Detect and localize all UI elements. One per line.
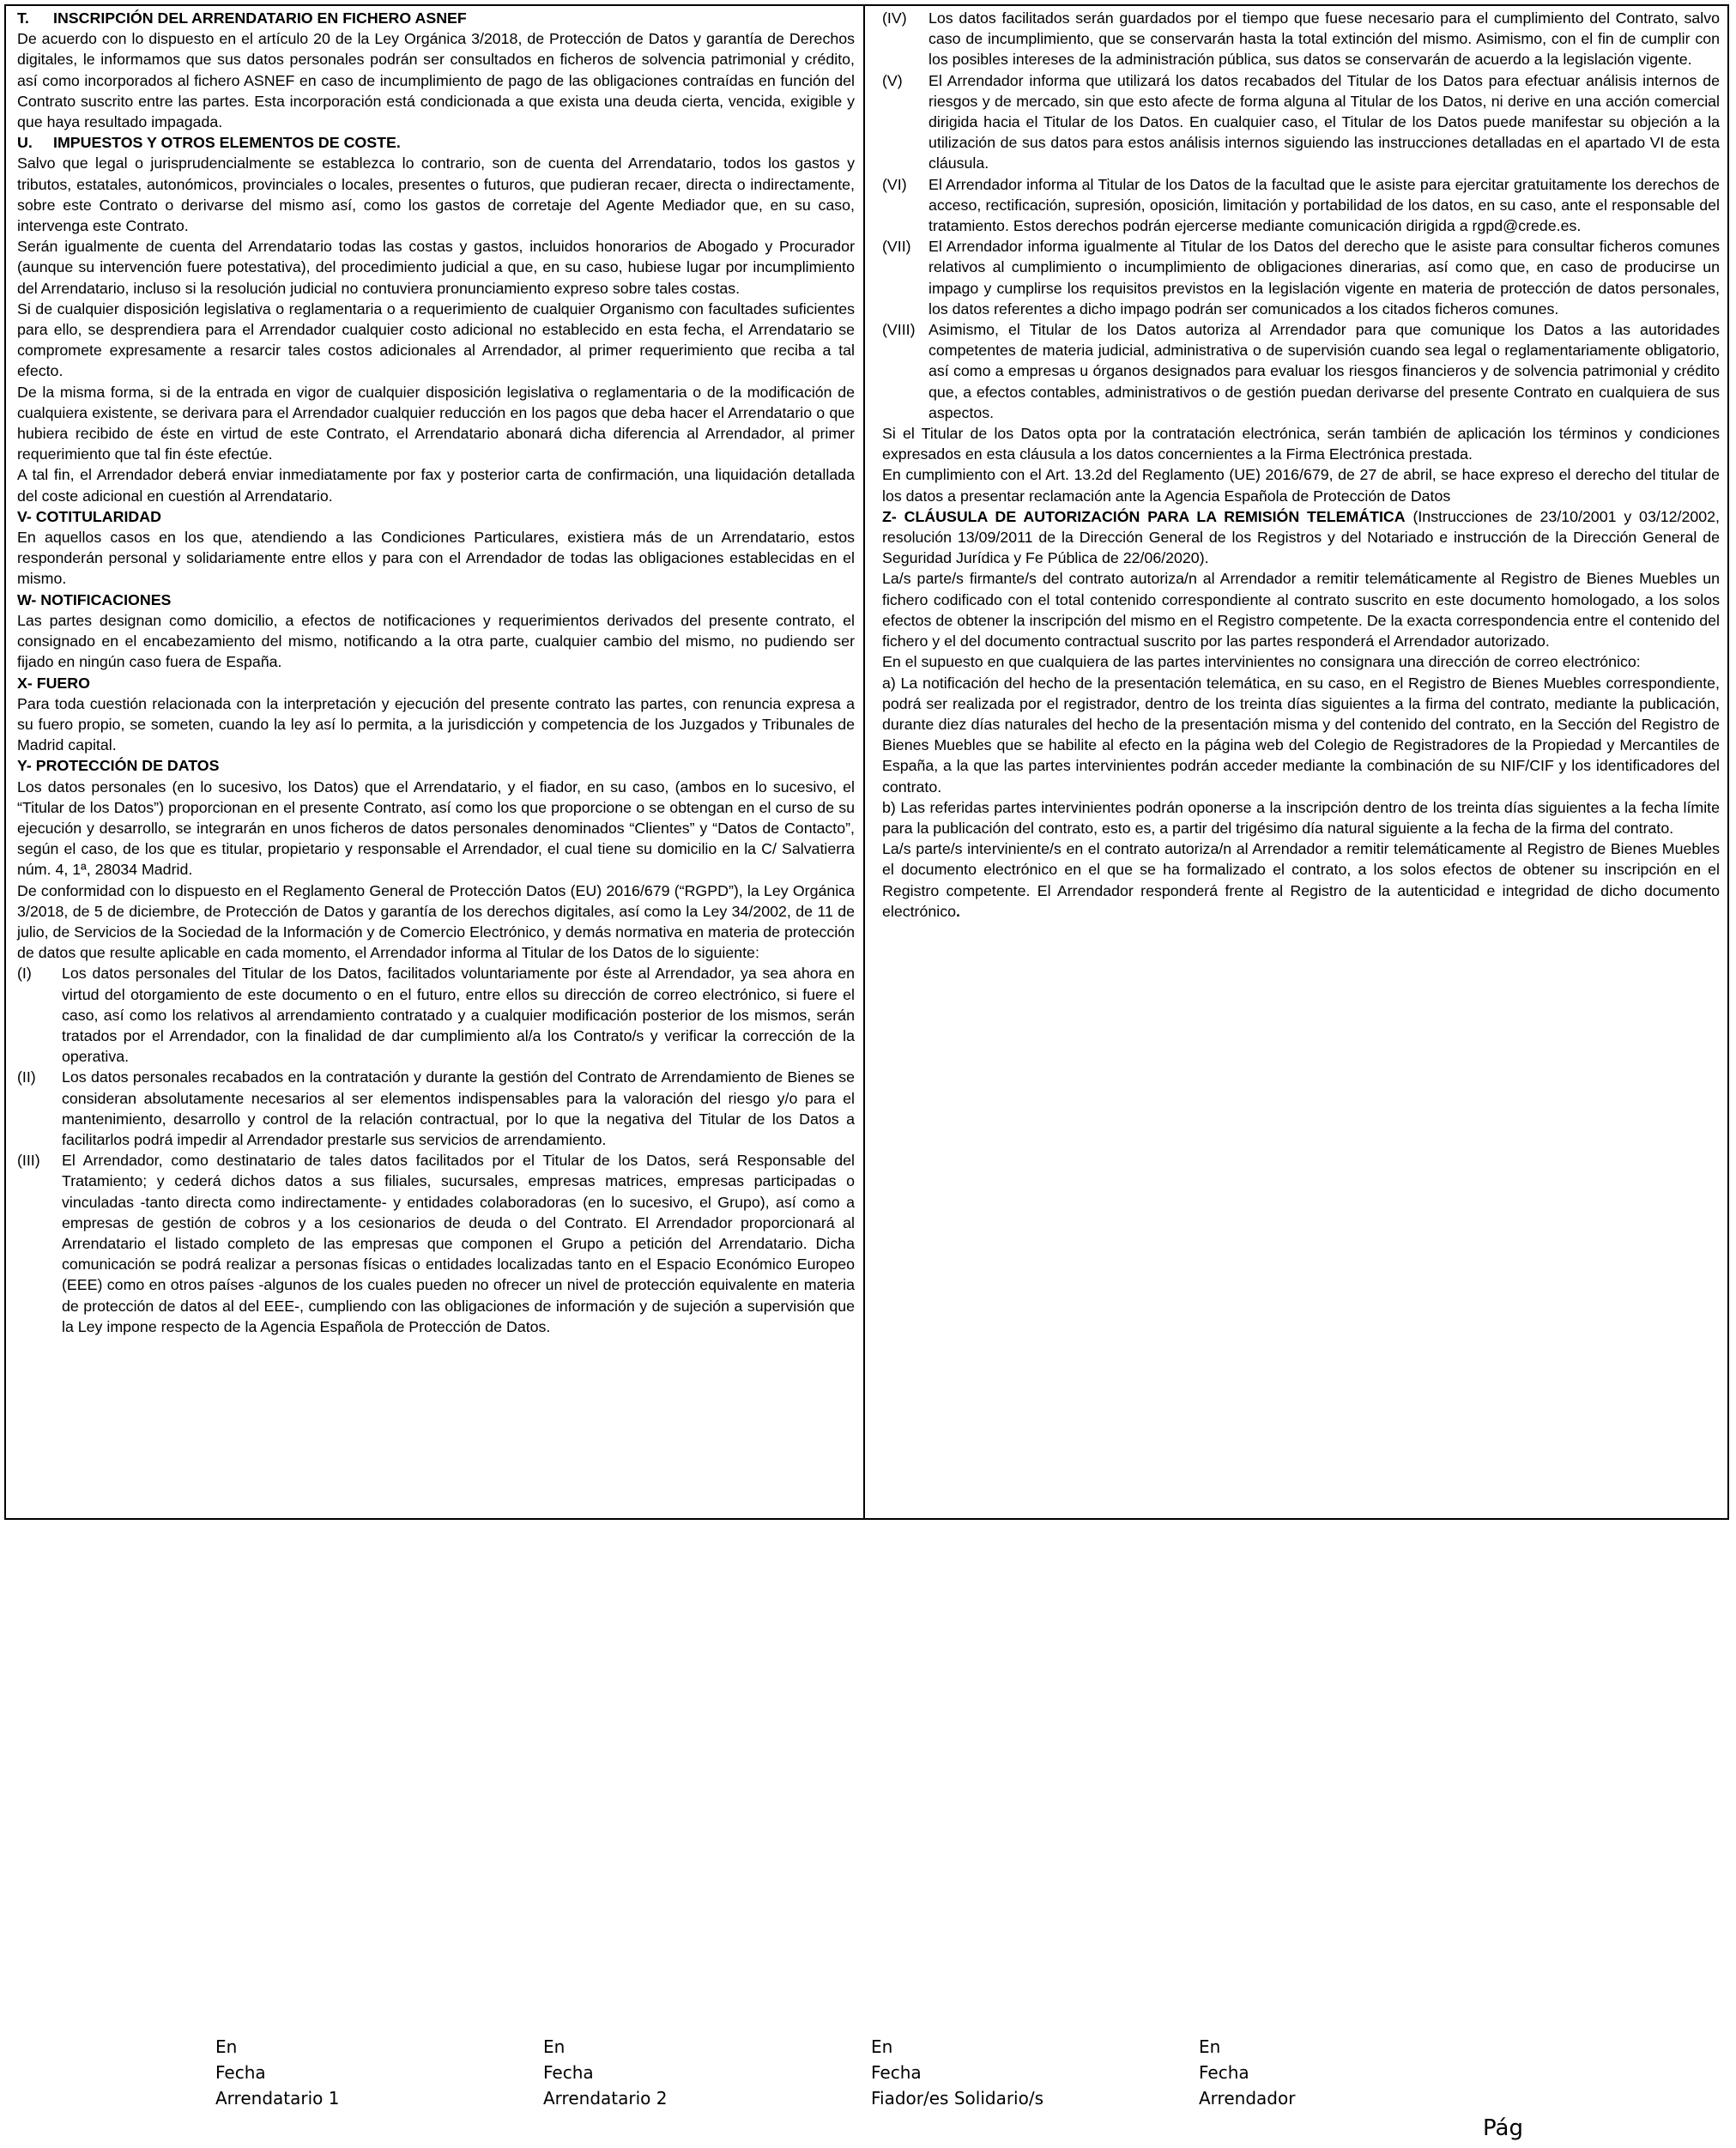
section-t-text: De acuerdo con lo dispuesto en el artículo 20 de la Ley Orgánica 3/2018, de Protección de Datos y garantía de Derechos digitales, le informamos que sus datos personales podrán ser consultados en ficheros de solvencia patrimonial y crédito, así como incorporados al fichero ASNEF en caso de incumplimiento de pago de las obligaciones contraídas en función del Contrato suscrito entre las partes. Esta incorporación está condicionada a que exista una deuda cierta, vencida, exigible y que haya resultado impagada. — [17, 30, 855, 131]
list-item: (IV) Los datos facilitados serán guardados por el tiempo que fuese necesario para el cumplimiento del Contrato, salvo caso de incumplimiento, que se conservarán hasta la total extinción del mismo. Asimismo, con el fin de cumplir con los posibles intereses de la administración pública, sus datos se conservarán de acuerdo a la legislación vigente. — [882, 9, 1720, 69]
list-item: (II) Los datos personales recabados en la contratación y durante la gestión del Contrato de Arrendamiento de Bienes se consideran absolutamente necesarios al ser elementos indispensables para la valoración del riesgo y/o para el mantenimiento, desarrollo y control de la relación contractual, por lo que la negativa del Titular de los Datos a facilitarlos podrá impedir al Arrendador prestarle sus servicios de arrendamiento. — [17, 1068, 855, 1148]
complaint-right-text: En cumplimiento con el Art. 13.2d del Reglamento (UE) 2016/679, de 27 de abril, se hace expreso el derecho del titular de los datos a presentar reclamación ante la Agencia Española de Protección de Datos — [882, 466, 1720, 505]
section-u-text-3: Si de cualquier disposición legislativa o reglamentaria o a requerimiento de cualquier Organismo con facultades suficientes para ello, se desprendiera para el Arrendador cualquier costo adicional no establecido en esta fecha, el Arrendatario se compromete expresamente a resarcir tales costos adicionales al Arrendador, al primer requerimiento que reciba a tal efecto. — [17, 300, 855, 380]
left-column — [17, 8, 855, 1337]
page-number-label: Pág — [1483, 2115, 1523, 2141]
section-z-text-1: La/s parte/s firmante/s del contrato autoriza/n al Arrendador a remitir telemáticamente al Registro de Bienes Muebles un fichero codificado con el total contenido correspondiente al contrato suscrito en este documento homologado, a los solos efectos de obtener la inscripción del mismo en el Registro competente. De la exacta correspondencia entre el contenido del fichero y el del documento contractual suscrito por las partes responderá el Arrendador autorizado. — [882, 570, 1720, 650]
section-z-item-a: a) La notificación del hecho de la presentación telemática, en su caso, en el Registro de Bienes Muebles correspondiente, podrá ser realizada por el registrador, dentro de los treinta días siguientes a la firma del contrato, mediante la publicación, durante diez días naturales del hecho de la presentación misma y del contenido del contrato, en la Sección del Registro de Bienes Muebles que se habilite al efecto en la página web del Colegio de Registradores de la Propiedad y Mercantiles de España, a la que las partes intervinientes podrán acceder mediante la combinación de su NIF/CIF y los identificadores del contrato. — [882, 674, 1720, 796]
section-v-heading: V- COTITULARIDAD — [17, 507, 161, 525]
section-u-text-5: A tal fin, el Arrendador deberá enviar inmediatamente por fax y posterior carta de confirmación, una liquidación detallada del coste adicional en cuestión al Arrendatario. — [17, 466, 855, 505]
section-x-heading: X- FUERO — [17, 674, 90, 692]
section-z-text-2: En el supuesto en que cualquiera de las partes intervinientes no consignara una dirección de correo electrónico: — [882, 653, 1641, 671]
column-divider — [863, 4, 865, 1520]
section-u-heading: U. IMPUESTOS Y OTROS ELEMENTOS DE COSTE. — [17, 134, 401, 152]
list-item: (III) El Arrendador, como destinatario de tales datos facilitados por el Titular de los Datos, será Responsable del Tratamiento; y cederá dichos datos a sus filiales, sucursales, empresas matrices, empresas participadas o vinculadas -tanto directa como indirectamente- y entidades colaboradoras (en lo sucesivo, el Grupo), así como a empresas de gestión de cobros y a los cesionarios de deuda o del Contrato. El Arrendador proporcionará al Arrendatario el listado completo de las empresas que componen el Grupo a petición del Arrendatario. Dicha comunicación se podrá realizar a personas físicas o entidades localizadas tanto en el Espacio Económico Europeo (EEE) como en otros países -algunos de los cuales pueden no ofrecer un nivel de protección equivalente en materia de protección de datos al del EEE-, cumpliendo con las obligaciones de información y de sujeción a supervisión que la Ley impone respecto de la Agencia Española de Protección de Datos. — [17, 1152, 855, 1335]
section-y-heading: Y- PROTECCIÓN DE DATOS — [17, 757, 220, 775]
signature-block-arrendador: En Fecha Arrendador — [1199, 2036, 1296, 2109]
section-v-text: En aquellos casos en los que, atendiendo a las Condiciones Particulares, existiera más de un Arrendatario, estos responderán personal y solidariamente entre ellos y para con el Arrendador de todas las obligaciones establecidas en el mismo. — [17, 529, 855, 588]
list-item: (I) Los datos personales del Titular de los Datos, facilitados voluntariamente por éste al Arrendador, ya sea ahora en virtud del otorgamiento de este documento o en el futuro, entre ellos su dirección de correo electrónico, si fuere el caso, así como los relativos al arrendamiento contratado y a cualquier modificación posterior de los mismos, serán tratados por el Arrendador, con la finalidad de dar cumplimiento al/a los Contrato/s y verificar la corrección de la operativa. — [17, 965, 855, 1066]
list-item: (VIII) Asimismo, el Titular de los Datos autoriza al Arrendador para que comunique los Datos a las autoridades competentes de materia judicial, administrativa o de supervisión cuando sea legal o reglamentariamente obligatorio, así como a empresas u órganos designados para evaluar los riesgos financieros y de solvencia patrimonial y crédito que, a efectos contables, administrativos o de gestión puedan derivarse del presente Contrato en cualquiera de sus aspectos. — [882, 321, 1720, 421]
list-item: (VI) El Arrendador informa al Titular de los Datos de la facultad que le asiste para ejercitar gratuitamente los derechos de acceso, rectificación, supresión, oposición, limitación y portabilidad de los datos, en su caso, ante el responsable del tratamiento. Estos derechos podrán ejercerse mediante comunicación dirigida a rgpd@crede.es. — [882, 175, 1720, 235]
signature-block-arrendatario-1: En Fecha Arrendatario 1 — [215, 2036, 340, 2109]
section-x-text: Para toda cuestión relacionada con la interpretación y ejecución del presente contrato las partes, con renuncia expresa a su fuero propio, se someten, cuando la ley así lo permita, a la jurisdicción y competencia de los Juzgados y Tribunales de Madrid capital. — [17, 694, 855, 754]
section-z-text-3: La/s parte/s interviniente/s en el contrato autoriza/n al Arrendador a remitir telemáticamente al Registro de Bienes Muebles el documento electrónico en el que se ha formalizado el contrato, a los solos efectos de obtener su inscripción en el Registro competente. El Arrendador responderá frente al Registro de la autenticidad e integridad de dicho documento electrónico. — [882, 840, 1720, 920]
list-item: (V) El Arrendador informa que utilizará los datos recabados del Titular de los Datos para efectuar análisis internos de riesgos y de mercado, sin que esto afecte de forma alguna al Titular de los Datos, ni derive en una acción comercial dirigida hacia el Titular de los Datos. En cualquier caso, el Titular de los Datos puede manifestar su objeción a la utilización de sus datos para estos análisis internos siguiendo las instrucciones detalladas en el apartado VI de esta cláusula. — [882, 71, 1720, 172]
signature-block-arrendatario-2: En Fecha Arrendatario 2 — [543, 2036, 668, 2109]
electronic-signature-text: Si el Titular de los Datos opta por la contratación electrónica, serán también de aplicación los términos y condiciones expresados en esta cláusula a los datos concernientes a la Firma Electrónica prestada. — [882, 425, 1720, 463]
section-u-text-4: De la misma forma, si de la entrada en vigor de cualquier disposición legislativa o reglamentaria o de la modificación de cualquiera existente, se derivara para el Arrendador cualquier reducción en los pagos que deba hacer el Arrendatario o que hubiera recibido de éste en virtud de este Contrato, el Arrendatario abonará dicha diferencia al Arrendador, al primer requerimiento que tal fin éste efectúe. — [17, 383, 855, 463]
list-item: (VII) El Arrendador informa igualmente al Titular de los Datos del derecho que le asiste para consultar ficheros comunes relativos al cumplimiento o incumplimiento de obligaciones dinerarias, así como que, en caso de producirse un impago y cumplirse los requisitos previstos en la legislación vigente en materia de protección de datos personales, los datos referentes a dicho impago podrán ser comunicados a los citados ficheros comunes. — [882, 238, 1720, 318]
section-t-heading: T. INSCRIPCIÓN DEL ARRENDATARIO EN FICHERO ASNEF — [17, 9, 467, 27]
section-z-item-b: b) Las referidas partes intervinientes podrán oponerse a la inscripción dentro de los treinta días siguientes a la fecha límite para la publicación del contrato, esto es, a partir del trigésimo día natural siguiente a la fecha de la firma del contrato. — [882, 798, 1720, 837]
right-column — [882, 8, 1720, 922]
section-w-text: Las partes designan como domicilio, a efectos de notificaciones y requerimientos derivados del presente contrato, el consignado en el encabezamiento del mismo, notificando a la otra parte, cualquier cambio del mismo, no pudiendo ser fijado en ningún caso fuera de España. — [17, 611, 855, 671]
section-w-heading: W- NOTIFICACIONES — [17, 590, 172, 608]
section-y-text-1: Los datos personales (en lo sucesivo, los Datos) que el Arrendatario, y el fiador, en su caso, (ambos en lo sucesivo, el “Titular de los Datos”) proporcionan en el presente Contrato, así como los que proporcione o se obtengan en el curso de su ejecución y desarrollo, se integrarán en unos ficheros de datos personales denominados “Clientes” y “Datos de Contacto”, según el caso, de los que es titular, propietario y responsable el Arrendador, el cual tiene su domicilio en la C/ Salvatierra núm. 4, 1ª, 28034 Madrid. — [17, 778, 855, 879]
section-u-text-2: Serán igualmente de cuenta del Arrendatario todas las costas y gastos, incluidos honorarios de Abogado y Procurador (aunque su intervención fuere potestativa), del procedimiento judicial a que, en su caso, hubiese lugar por incumplimiento del Arrendatario, incluso si la resolución judicial no contuviera pronunciamiento expreso sobre tales costas. — [17, 238, 855, 297]
section-z-heading: Z- CLÁUSULA DE AUTORIZACIÓN PARA LA REMISIÓN TELEMÁTICA (Instrucciones de 23/10/2001 y 03/12/2002, resolución 13/09/2011 de la Dirección General de los Registros y del Notariado e instrucción de la Dirección General de Seguridad Jurídica y Fe Pública de 22/06/2020). — [882, 507, 1720, 567]
signature-block-fiador: En Fecha Fiador/es Solidario/s — [871, 2036, 1044, 2109]
section-u-text-1: Salvo que legal o jurisprudencialmente se establezca lo contrario, son de cuenta del Arrendatario, todos los gastos y tributos, estatales, autonómicos, provinciales o locales, presentes o futuros, que pudieran recaer, directa o indirectamente, sobre este Contrato o derivarse del mismo así, como los gastos de corretaje del Agente Mediador que, en su caso, intervenga este Contrato. — [17, 154, 855, 235]
section-y-text-2: De conformidad con lo dispuesto en el Reglamento General de Protección Datos (EU) 2016/679 (“RGPD”), la Ley Orgánica 3/2018, de 5 de diciembre, de Protección de Datos y garantía de los derechos digitales, así como la Ley 34/2002, de 11 de julio, de Servicios de la Sociedad de la Información y de Comercio Electrónico, y demás normativa en materia de protección de datos que resulte aplicable en cada momento, el Arrendador informa al Titular de los Datos de lo siguiente: — [17, 881, 855, 962]
